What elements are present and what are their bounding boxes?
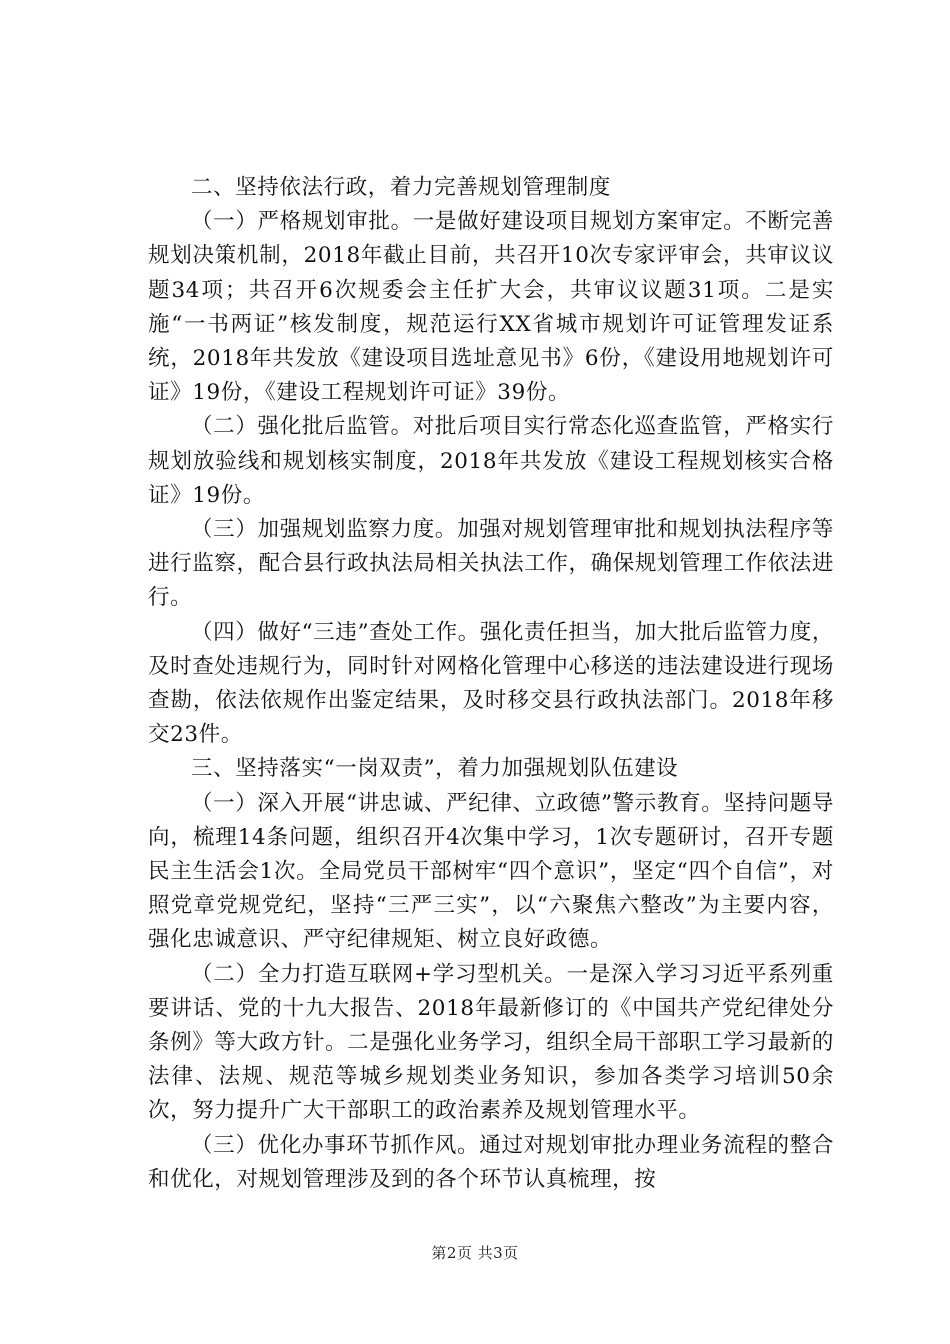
paragraph-strict-approval: （一）严格规划审批。一是做好建设项目规划方案审定。不断完善规划决策机制，2018年截止目前，共召开10次专家评审会，共审议议题34项；共召开6次规委会主任扩大会，共审议议题31项。二是实施“一书两证”核发制度，规范运行XX省城市规划许可证管理发证系统，2018年共发放《建设项目选址意见书》6份，《建设用地规划许可证》19份，《建设工程规划许可证》39份。 (148, 209, 834, 406)
paragraph-violation-handling: （四）做好“三违”查处工作。强化责任担当，加大批后监管力度，及时查处违规行为，同时针对网格化管理中心移送的违法建设进行现场查勘，依法依规作出鉴定结果，及时移交县行政执法部门。2018年移交23件。 (148, 619, 834, 748)
section-heading-three: 三、坚持落实“一岗双责”，着力加强规划队伍建设 (191, 756, 679, 782)
paragraph-optimize-procedures: （三）优化办事环节抓作风。通过对规划审批办理业务流程的整合和优化，对规划管理涉及到的各个环节认真梳理，按 (148, 1132, 834, 1192)
paragraph-post-approval-supervision: （二）强化批后监管。对批后项目实行常态化巡查监管，严格实行规划放验线和规划核实制度，2018年共发放《建设工程规划核实合格证》19份。 (148, 414, 834, 508)
document-body (148, 171, 834, 1197)
paragraph-planning-inspection: （三）加强规划监察力度。加强对规划管理审批和规划执法程序等进行监察，配合县行政执法局相关执法工作，确保规划管理工作依法进行。 (148, 517, 834, 611)
paragraph-warning-education: （一）深入开展“讲忠诚、严纪律、立政德”警示教育。坚持问题导向，梳理14条问题，组织召开4次集中学习，1次专题研讨，召开专题民主生活会1次。全局党员干部树牢“四个意识”，坚定“四个自信”，对照党章党规党纪，坚持“三严三实”，以“六聚焦六整改”为主要内容，强化忠诚意识、严守纪律规矩、树立良好政德。 (148, 790, 834, 953)
paragraph-learning-organization: （二）全力打造互联网+学习型机关。一是深入学习习近平系列重要讲话、党的十九大报告、2018年最新修订的《中国共产党纪律处分条例》等大政方针。二是强化业务学习，组织全局干部职工学习最新的法律、法规、规范等城乡规划类业务知识，参加各类学习培训50余次，努力提升广大干部职工的政治素养及规划管理水平。 (148, 961, 834, 1124)
page-number-footer: 第2页 共3页 (431, 1244, 519, 1262)
section-heading-two: 二、坚持依法行政，着力完善规划管理制度 (191, 175, 611, 200)
